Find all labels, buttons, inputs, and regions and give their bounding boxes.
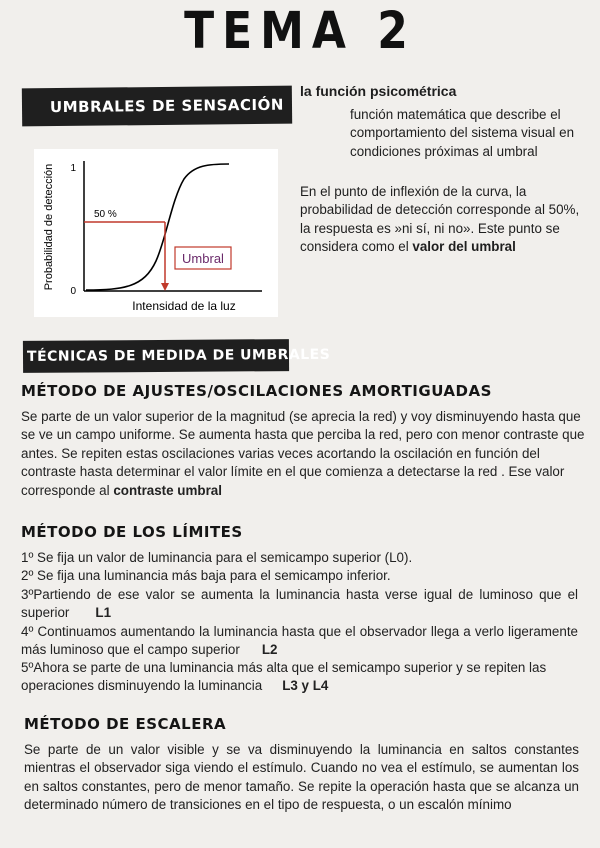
heading-metodo-limites: MÉTODO DE LOS LÍMITES (21, 523, 243, 541)
heading-metodo-escalera: MÉTODO DE ESCALERA (24, 715, 227, 733)
function-title: la función psicométrica (300, 83, 457, 99)
psychometric-chart (34, 149, 278, 317)
label-l3-l4: L3 y L4 (282, 678, 329, 694)
limites-step-4 (21, 623, 578, 660)
limites-step-2: 2º Se fija una luminancia más baja para el semicampo inferior. (21, 568, 391, 584)
inflection-text: En el punto de inflexión de la curva, la probabilidad de detección corresponde al 50%, la respuesta es »ni sí, ni no». Este punto se considera como el (300, 184, 580, 255)
inflection-bold: valor del umbral (412, 239, 516, 255)
section-banner-umbrales: UMBRALES DE SENSACIÓN (22, 86, 292, 127)
label-l2: L2 (261, 642, 278, 658)
inflection-paragraph (300, 183, 590, 257)
limites-step-5 (21, 659, 581, 696)
ajustes-bold: contraste umbral (113, 482, 222, 498)
section-banner-tecnicas: TÉCNICAS DE MEDIDA DE UMBRALES (23, 339, 289, 373)
function-description: función matemática que describe el comportamiento del sistema visual en condiciones próximas al umbral (350, 107, 575, 159)
heading-metodo-ajustes: MÉTODO DE AJUSTES/OSCILACIONES AMORTIGUADAS (21, 382, 492, 400)
y-axis-label: Probabilidad de detección (43, 163, 55, 291)
y-tick-0: 0 (70, 286, 76, 297)
paragraph-metodo-ajustes (21, 408, 595, 500)
limites-step-3 (21, 586, 578, 623)
fifty-percent-label: 50 % (94, 209, 117, 220)
y-tick-1: 1 (70, 163, 76, 174)
paragraph-metodo-escalera: Se parte de un valor visible y se va disminuyendo la luminancia en saltos constantes mientras el observador siga viendo el estímulo. Cuando no vea el estímulo, se aumentan los en saltos constantes, pero de menor tamaño. Se repite la operación hasta que se alcanza un determinado número de transiciones en el tipo de respuesta, o un escalón mínimo (24, 742, 579, 813)
ajustes-text: Se parte de un valor superior de la magnitud (se aprecia la red) y voy disminuyendo hasta que se ve un campo uniforme. Se aumenta hasta que perciba la red, pero con menor contraste que antes. Se repiten estas oscilaciones varias veces acortando la oscilación en función del contraste hasta determinar el valor límite en el que comienza a detectarse la red . Ese valor corresponde al (21, 409, 585, 498)
threshold-arrow (161, 283, 169, 291)
page-title: TEMA 2 (184, 2, 416, 61)
label-l1: L1 (95, 605, 112, 621)
limites-step-3-text: 3ºPartiendo de ese valor se aumenta la luminancia hasta verse igual de luminoso que el superior (21, 587, 578, 621)
chart-svg (34, 149, 278, 317)
psychometric-curve (86, 164, 229, 290)
limites-step-4-text: 4º Continuamos aumentando la luminancia hasta que el observador llega a verlo ligeramente más luminoso que el campo superior (21, 624, 578, 658)
limites-step-5-text: 5ºAhora se parte de una luminancia más alta que el semicampo superior y se repiten las operaciones disminuyendo la luminancia (21, 660, 547, 694)
limites-step-1: 1º Se fija un valor de luminancia para el semicampo superior (L0). (21, 550, 413, 565)
limites-steps (21, 549, 581, 586)
umbral-label: Umbral (182, 251, 224, 266)
x-axis-label: Intensidad de la luz (132, 299, 236, 313)
